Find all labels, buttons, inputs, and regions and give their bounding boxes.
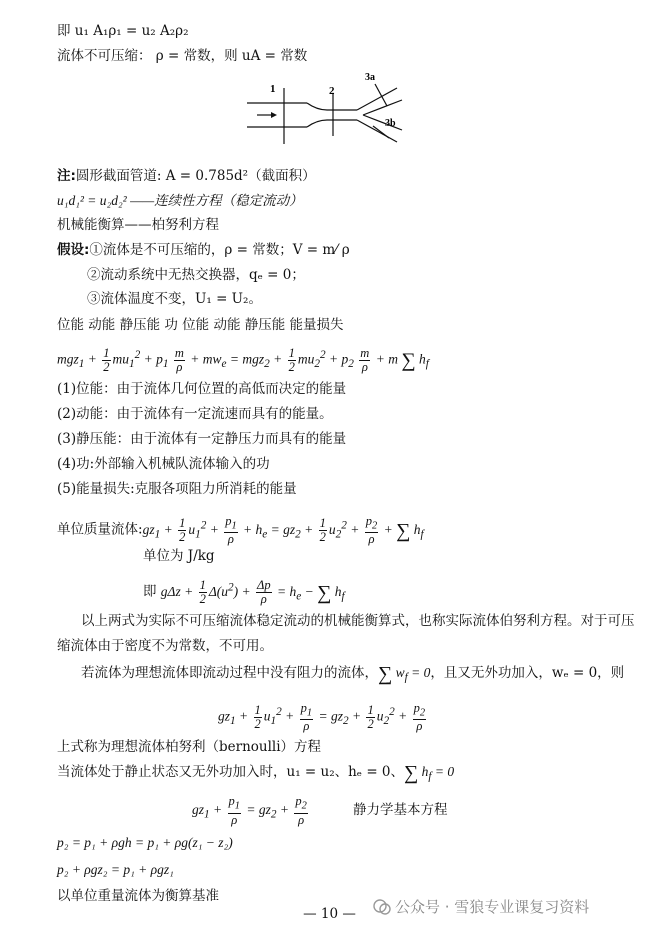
pressure-equation-2: p₂ + ρgz₂ = p₁ + ρgz₁ <box>57 862 174 877</box>
paragraph-2: 若流体为理想流体即流动过程中没有阻力的流体，∑ $w_f = 0$，且又无外功加入，wₑ = 0，则 <box>81 662 625 685</box>
incompressible-line: 流体不可压缩： ρ = 常数，则 uA = 常数 <box>57 48 308 64</box>
watermark <box>373 896 589 917</box>
eq-mass-flow: 即 u₁ A₁ρ₁ = u₂ A₂ρ₂ <box>57 23 189 39</box>
watermark-text: 公众号 · 雪狼专业课复习资料 <box>395 898 590 916</box>
definition-2: (2)动能：由于流体有一定流速而具有的能量。 <box>57 406 333 422</box>
static-label: 静力学基本方程 <box>353 802 448 818</box>
ideal-bernoulli-caption: 上式称为理想流体柏努利（bernoulli）方程 <box>57 739 322 755</box>
assume-1-text: ①流体是不可压缩的，ρ = 常数；V = m⁄ ρ <box>89 242 350 258</box>
pressure-equation-1: p₂ = p₁ + ρgh = p₁ + ρg(z₁ − z₂) <box>57 835 233 850</box>
terms-header: 位能 动能 静压能 功 位能 动能 静压能 能量损失 <box>57 317 344 333</box>
assume-label: 假设: <box>57 242 90 258</box>
continuity-equation: u₁d₁² = u₂d₂² ——连续性方程（稳定流动） <box>57 193 303 208</box>
paragraph-2-tail: ，且又无外功加入，wₑ = 0，则 <box>430 665 625 681</box>
diagram-label-1: 1 <box>270 83 276 95</box>
paragraph-1a: 以上两式为实际不可压缩流体稳定流动的机械能衡算式，也称实际流体伯努利方程。对于可压 <box>81 613 635 629</box>
diagram-label-2: 2 <box>329 85 335 97</box>
assumption-1 <box>57 241 350 259</box>
paragraph-2-text: 若流体为理想流体即流动过程中没有阻力的流体， <box>81 665 378 681</box>
note-label: 注: <box>57 168 76 184</box>
definition-3: (3)静压能：由于流体有一定静压力而具有的能量 <box>57 431 347 447</box>
assumption-2: ②流动系统中无热交换器，qₑ = 0； <box>87 267 305 283</box>
ideal-bernoulli-equation: $gz_1$ + $\frac{1}{2}$ $u_1^2$ + $\frac{p_1}{\rho}$ = $gz_2$ + $\frac{1}{2}$ $u_2^2$ + $\frac{p_2}{\rho}$ <box>218 700 426 734</box>
note-text: 圆形截面管道: A = 0.785d²（截面积） <box>75 168 316 184</box>
unit-jkg: 单位为 J/kg <box>143 548 215 564</box>
static-condition: 当流体处于静止状态又无外功加入时，u₁ = u₂、hₑ = 0、∑ $h_f = 0$ <box>57 761 455 784</box>
unit-mass-equation: 单位质量流体$:gz_1$ + $\frac{1}{2}$ $u_1^2$ + $\frac{p_1}{\rho}$ + $h_e = gz_2$ + $\frac{1}{2}$ $u_2^2$ + $\frac{p_2}{\rho}$ + ∑ $h_f$ <box>57 513 424 547</box>
static-equation: $gz_1$ + $\frac{p_1}{\rho}$ = $gz_2$ + $\frac{p_2}{\rho}$ <box>192 794 307 827</box>
note-line <box>57 167 316 185</box>
diagram-label-3a: 3a <box>365 72 375 83</box>
ji-label: 即 <box>143 583 157 600</box>
unit-mass-label: 单位质量流体: <box>57 521 143 538</box>
pipe-diagram <box>237 70 417 160</box>
mech-energy-title: 机械能衡算——柏努利方程 <box>57 217 219 233</box>
definition-1: (1)位能：由于流体几何位置的高低而决定的能量 <box>57 381 347 397</box>
bernoulli-full-equation: mgz$_1$ + $\frac{1}{2}$ $mu_1^2 + p_1$ $\frac{m}{\rho}$ + $mw_e = mgz_2$ + $\frac{1}{2}$ $mu_2^2 + p_2$ $\frac{m}{\rho}$ + m ∑ $h_f$ <box>57 345 429 374</box>
definition-4: (4)功:外部输入机械队流体输入的功 <box>57 456 270 472</box>
static-condition-text: 当流体处于静止状态又无外功加入时，u₁ = u₂、hₑ = 0、 <box>57 764 405 780</box>
diagram-label-3b: 3b <box>385 118 396 129</box>
wechat-icon <box>373 898 391 916</box>
last-line: 以单位重量流体为衡算基准 <box>57 888 219 904</box>
assumption-3: ③流体温度不变，U₁ = U₂。 <box>87 291 262 307</box>
definition-5: (5)能量损失:克服各项阻力所消耗的能量 <box>57 481 297 497</box>
page-number: — 10 — <box>303 906 356 922</box>
paragraph-1b: 缩流体由于密度不为常数，不可用。 <box>57 638 273 654</box>
delta-equation: 即 gΔz + $\frac{1}{2}$ $\Delta(u^2)$ + $\frac{\Delta p}{\rho}$ = $h_e$ − ∑ $h_f$ <box>143 577 345 606</box>
